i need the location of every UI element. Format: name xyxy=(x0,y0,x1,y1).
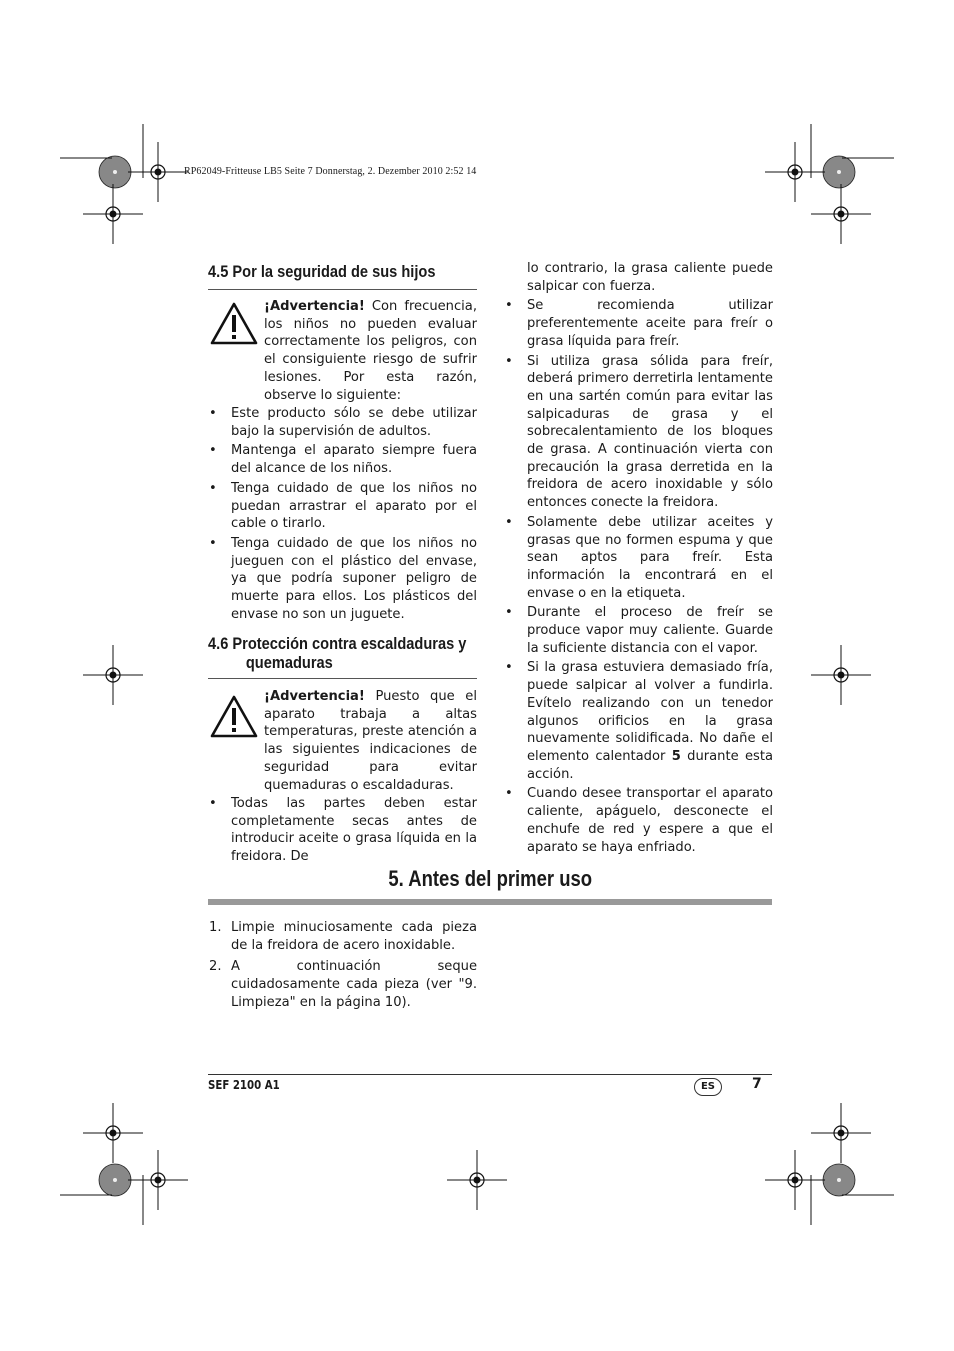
page-number: 7 xyxy=(752,1076,762,1092)
bullet-text: durante esta acción. xyxy=(527,748,773,782)
list-item: • Mantenga el aparato siempre fuera del alcance de los niños. xyxy=(209,442,477,477)
heading-4-6-line2: quemaduras xyxy=(245,653,333,672)
section-title-text: 5. Antes del primer uso xyxy=(388,866,592,891)
bullets-4-6 xyxy=(209,795,477,868)
bullet-text: Si la grasa estuviera demasiado fría, puede salpicar al volver a fundirla. Evítelo realizando con un tenedor algunos orificios en la grasa nuevamente solidificada. No dañe el elemento calentador xyxy=(527,660,773,764)
list-item: • Tenga cuidado de que los niños no jueguen con el plástico del envase, ya que podría suponer peligro de muerte para ellos. Los plásticos del envase no son un juguete. xyxy=(209,535,477,624)
part-number: 5 xyxy=(671,748,681,764)
step-text: Limpie minuciosamente cada pieza de la freidora de acero inoxidable. xyxy=(231,920,477,953)
list-item xyxy=(209,958,477,1011)
list-item: • Todas las partes deben estar completamente secas antes de introducir aceite o grasa líquida en la freidora. De xyxy=(209,795,477,866)
steps-list xyxy=(209,919,477,1016)
warning-text: Con frecuencia, los niños no pueden evaluar correctamente los peligros, con el consiguiente riesgo de sufrir lesiones. Por esta razón, observe lo siguiente: xyxy=(264,299,477,403)
heading-rule xyxy=(208,289,477,290)
list-item: • Este producto sólo se debe utilizar bajo la supervisión de adultos. xyxy=(209,405,477,440)
language-badge: ES xyxy=(694,1078,722,1096)
section-title xyxy=(208,866,772,892)
warning-triangle-icon xyxy=(210,694,258,738)
step-text: A continuación seque cuidadosamente cada pieza (ver "9. Limpieza" en la página 10). xyxy=(231,959,477,1010)
heading-4-6-line1: 4.6 Protección contra escaldaduras y xyxy=(208,634,467,653)
print-slug: RP62049-Fritteuse LB5 Seite 7 Donnerstag, 2. Dezember 2010 2:52 14 xyxy=(184,166,477,177)
warning-label: ¡Advertencia! xyxy=(264,689,365,704)
warning-4-6 xyxy=(264,688,477,794)
warning-4-5 xyxy=(264,298,477,404)
step-number: 2. xyxy=(209,959,222,975)
list-item: • Durante el proceso de freír se produce vapor muy caliente. Guarde la suficiente distancia con el vapor. xyxy=(505,604,773,657)
section-bar xyxy=(208,899,772,905)
list-item: • Se recomienda utilizar preferentemente aceite para freír o grasa líquida para freír. xyxy=(505,297,773,350)
list-item: • Cuando desee transportar el aparato caliente, apáguelo, desconecte el enchufe de red y espere a que el aparato se haya enfriado. xyxy=(505,785,773,856)
warning-triangle-icon xyxy=(210,301,258,345)
heading-4-5: 4.5 Por la seguridad de sus hijos xyxy=(208,262,436,281)
list-item xyxy=(505,659,773,783)
warning-text: Puesto que el aparato trabaja a altas temperaturas, preste atención a las siguientes indicaciones de seguridad para evitar quemaduras o escaldaduras. xyxy=(264,689,477,793)
heading-4-6 xyxy=(208,634,483,672)
heading-rule xyxy=(208,678,477,679)
footer-model: SEF 2100 A1 xyxy=(208,1078,280,1092)
right-column xyxy=(505,260,773,858)
continuation-text: lo contrario, la grasa caliente puede salpicar con fuerza. xyxy=(527,261,773,294)
list-item xyxy=(209,919,477,954)
warning-label: ¡Advertencia! xyxy=(264,299,365,314)
step-number: 1. xyxy=(209,920,222,935)
list-item: • Tenga cuidado de que los niños no puedan arrastrar el aparato por el cable o tirarlo. xyxy=(209,480,477,533)
bullets-4-5 xyxy=(209,405,477,625)
list-item: • Solamente debe utilizar aceites y grasas que no formen espuma y que sean aptos para freír. Esta información la encontrará en el envase o en la etiqueta. xyxy=(505,514,773,603)
footer-rule xyxy=(208,1074,772,1075)
list-item: • Si utiliza grasa sólida para freír, deberá primero derretirla lentamente en una sartén común para evitar las salpicaduras de grasa y el sobrecalentamiento de los bloques de grasa. A continuación vierta con precaución la grasa derretida en la freidora de acero inoxidable y sólo entonces conecte la freidora. xyxy=(505,353,773,512)
